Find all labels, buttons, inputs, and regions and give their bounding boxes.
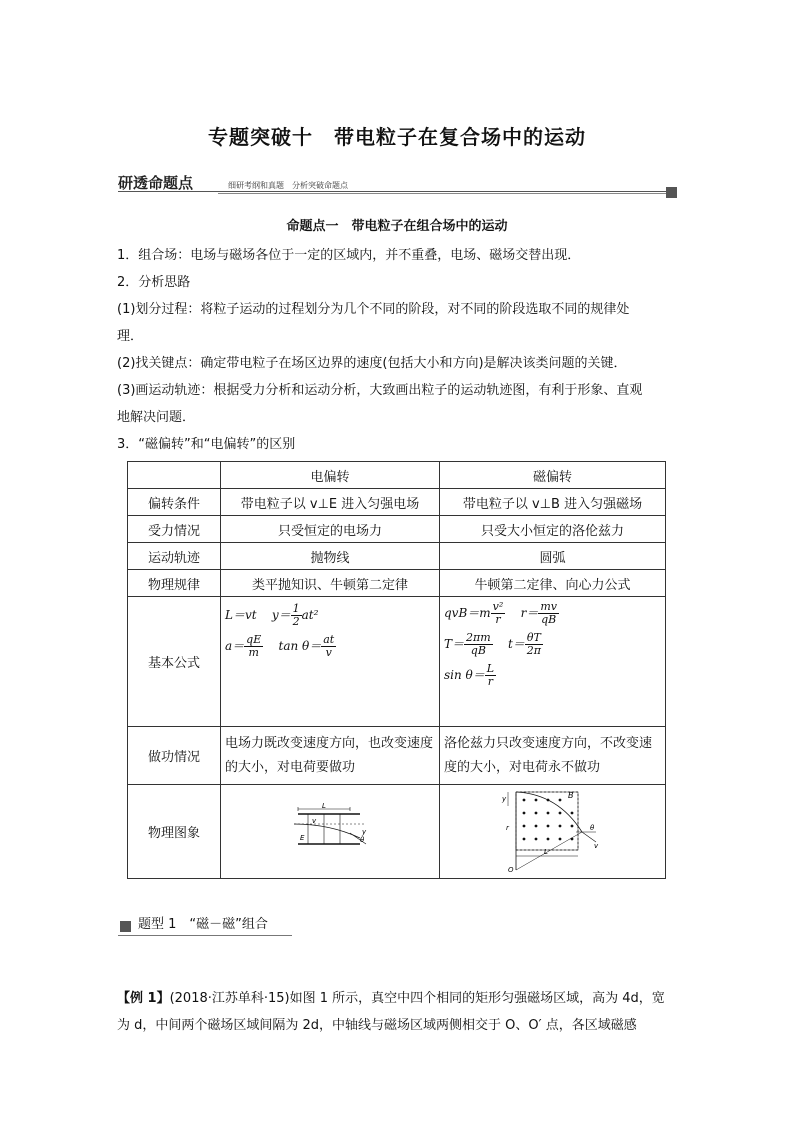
cell-electric-diagram xyxy=(221,785,440,879)
paragraph-2: 2．分析思路 xyxy=(117,275,191,290)
label-theta: θ xyxy=(589,823,594,832)
row-label: 物理规律 xyxy=(128,570,221,597)
table-row-formulas xyxy=(128,597,666,727)
square-bullet-icon xyxy=(120,921,131,932)
cell-magnetic: 洛伦兹力只改变速度方向，不改变速度的大小，对电荷永不做功 xyxy=(440,727,666,785)
cell-magnetic-diagram xyxy=(440,785,666,879)
table-row-work xyxy=(128,727,666,785)
question-type-label: 题型 1 “磁－磁”组合 xyxy=(138,917,268,932)
row-label: 基本公式 xyxy=(128,597,221,727)
label-O: O xyxy=(507,865,514,874)
formula-line: qvB＝m $\frac{\text{v²}}{r}$ r＝ $\frac{mv}{qB}$ xyxy=(444,600,557,626)
paragraph-3a: (1)划分过程：将粒子运动的过程划分为几个不同的阶段，对不同的阶段选取不同的规律处 xyxy=(117,302,630,317)
formula-line: sin θ＝ $\frac{L}{r}$ xyxy=(444,662,495,688)
banner-title: 研透命题点 xyxy=(118,174,194,192)
example-1 xyxy=(117,985,682,1039)
paragraph-4: (2)找关键点：确定带电粒子在场区边界的速度(包括大小和方向)是解决该类问题的关键． xyxy=(117,356,627,371)
formula-line: T＝ $\frac{2\pi m}{qB}$ t＝ $\frac{\theta T}{2\pi}$ xyxy=(444,631,542,657)
table-row-images xyxy=(128,785,666,879)
label-B: B xyxy=(567,790,573,800)
formula-line: a＝ $\frac{qE}{m}$ tan θ＝ $\frac{at}{v}$ xyxy=(225,633,335,659)
paragraph-1: 1．组合场：电场与磁场各位于一定的区域内，并不重叠，电场、磁场交替出现． xyxy=(117,248,581,263)
cell-electric: 抛物线 xyxy=(221,543,440,570)
row-label: 做功情况 xyxy=(128,727,221,785)
label-L: L xyxy=(322,801,326,810)
paragraph-6: 3．“磁偏转”和“电偏转”的区别 xyxy=(117,437,296,452)
banner-divider xyxy=(118,191,666,192)
label-y: y xyxy=(501,794,506,803)
banner-divider-secondary xyxy=(218,193,666,194)
label-v: v xyxy=(593,841,598,850)
paragraph-3b: 理． xyxy=(117,329,144,344)
cell-electric: 带电粒子以 v⊥E 进入匀强电场 xyxy=(221,489,440,516)
row-label: 偏转条件 xyxy=(128,489,221,516)
label-r: r xyxy=(505,823,509,832)
table-row xyxy=(128,570,666,597)
paragraph-5b: 地解决问题． xyxy=(117,410,196,425)
comparison-table xyxy=(127,461,666,879)
row-label: 受力情况 xyxy=(128,516,221,543)
example-tag: 【例 1】 xyxy=(117,991,170,1006)
label-L: L xyxy=(543,847,548,856)
table-header-electric: 电偏转 xyxy=(221,462,440,489)
banner-subtitle: 细研考纲和真题 分析突破命题点 xyxy=(228,181,348,190)
cell-electric: 只受恒定的电场力 xyxy=(221,516,440,543)
table-header-empty xyxy=(128,462,221,489)
label-E: E xyxy=(300,833,305,842)
cell-magnetic: 带电粒子以 v⊥B 进入匀强磁场 xyxy=(440,489,666,516)
cell-electric: 电场力既改变速度方向，也改变速度的大小，对电荷要做功 xyxy=(221,727,440,785)
label-theta: θ xyxy=(360,835,365,844)
label-y: y xyxy=(362,827,367,836)
table-header-row xyxy=(128,462,666,489)
type-underline xyxy=(118,935,292,936)
section-banner xyxy=(118,170,678,196)
table-header-magnetic: 磁偏转 xyxy=(440,462,666,489)
cell-magnetic-formulas xyxy=(440,597,666,727)
magnetic-deflection-diagram xyxy=(498,786,608,874)
table-row xyxy=(128,516,666,543)
topic-heading: 命题点一 带电粒子在组合场中的运动 xyxy=(286,219,508,234)
cell-magnetic: 圆弧 xyxy=(440,543,666,570)
cell-magnetic: 只受大小恒定的洛伦兹力 xyxy=(440,516,666,543)
paragraph-5a: (3)画运动轨迹：根据受力分析和运动分析，大致画出粒子的运动轨迹图，有利于形象、直观 xyxy=(117,383,643,398)
question-type-tag xyxy=(118,911,292,939)
table-row xyxy=(128,489,666,516)
table-row xyxy=(128,543,666,570)
banner-square-icon xyxy=(666,187,677,198)
electric-deflection-diagram xyxy=(290,800,370,860)
cell-electric-formulas xyxy=(221,597,440,727)
cell-magnetic: 牛顿第二定律、向心力公式 xyxy=(440,570,666,597)
row-label: 物理图象 xyxy=(128,785,221,879)
example-line-1: 【例 1】(2018·江苏单科·15)如图 1 所示，真空中四个相同的矩形匀强磁场区域，高为 4d，宽 xyxy=(117,991,665,1006)
example-line-2: 为 d，中间两个磁场区域间隔为 2d，中轴线与磁场区域两侧相交于 O、O′ 点，各区域磁感 xyxy=(117,1018,637,1033)
cell-electric: 类平抛知识、牛顿第二定律 xyxy=(221,570,440,597)
page-title: 专题突破十 带电粒子在复合场中的运动 xyxy=(208,125,586,149)
formula-line: L＝vt y＝ $\frac{1}{2}$ at² xyxy=(225,602,319,628)
row-label: 运动轨迹 xyxy=(128,543,221,570)
label-v: v xyxy=(312,816,317,825)
